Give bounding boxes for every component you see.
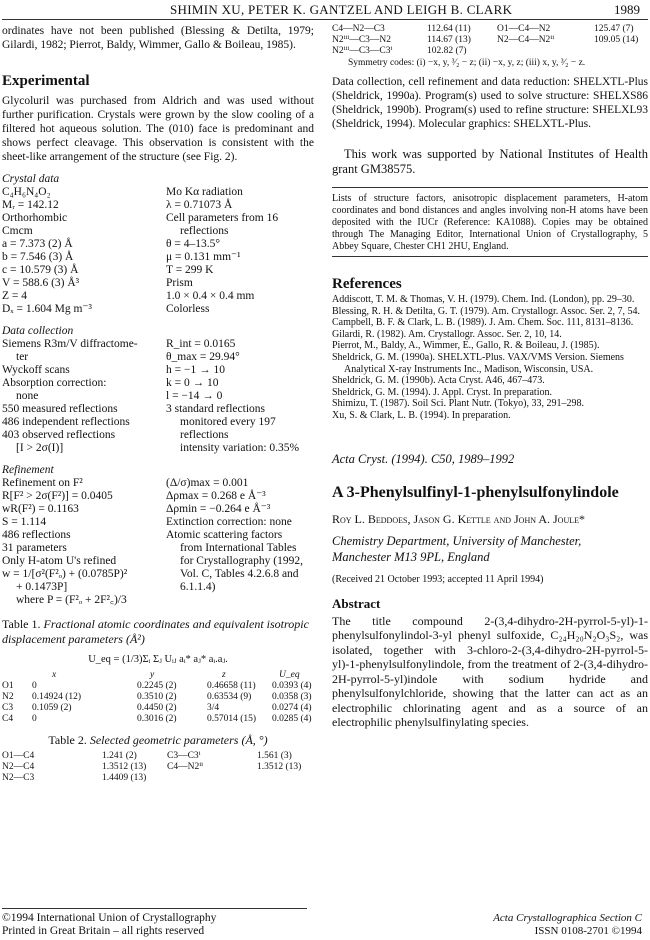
- experimental-heading: Experimental: [2, 73, 90, 89]
- param-left: Wyckoff scans: [2, 364, 70, 376]
- data-collection-row: [2, 338, 314, 351]
- param-right: 6.1.1.4): [180, 581, 216, 593]
- crystal-data-row: [2, 225, 314, 238]
- table2-label: Table 2.: [48, 733, 87, 747]
- table1-caption-text: Fractional atomic coordinates and equivalent isotropic displacement parameters (Å²): [2, 617, 309, 646]
- reference-item: Campbell, B. F. & Clark, L. B. (1989). J. Am. Chem. Soc. 111, 8131–8136.: [332, 317, 634, 329]
- table1-label: Table 1.: [2, 617, 41, 631]
- page-number: 1989: [614, 2, 640, 17]
- table1: [2, 670, 314, 725]
- printed-line: Printed in Great Britain – all rights reserved: [2, 925, 205, 937]
- journal-section: Acta Crystallographica Section C: [493, 912, 642, 924]
- param-right: Δρmin = −0.264 e Å⁻³: [166, 503, 271, 515]
- param-right: Atomic scattering factors: [166, 529, 283, 541]
- table1-caption: [2, 617, 314, 647]
- table1-cell: 0.3016 (2): [137, 714, 177, 724]
- param-left: V = 588.6 (3) Å³: [2, 277, 80, 289]
- crystal-data-row: [2, 238, 314, 251]
- running-header: [0, 2, 650, 20]
- param-left: Orthorhombic: [2, 212, 68, 224]
- param-left: 31 parameters: [2, 542, 67, 554]
- param-right: Extinction correction: none: [166, 516, 292, 528]
- support-text: This work was supported by National Institutes of Health grant GM38575.: [332, 147, 648, 176]
- reference-item: Gilardi, R. (1982). Am. Crystallogr. Assoc. Ser. 2, 10, 14.: [332, 328, 562, 340]
- data-collection-heading: Data collection: [2, 325, 74, 337]
- param-left: S = 1.114: [2, 516, 47, 528]
- left-column: [2, 24, 314, 784]
- param-left: c = 10.579 (3) Å: [2, 264, 79, 276]
- table1-cell: 0.63534 (9): [207, 692, 252, 702]
- data-collection-row: [2, 429, 314, 442]
- param-left: Cmcm: [2, 225, 33, 237]
- crystal-data-row: [2, 277, 314, 290]
- param-left: Absorption correction:: [2, 377, 107, 389]
- affiliation-line: Manchester M13 9PL, England: [332, 549, 490, 564]
- table1-cell: 0.0393 (4): [272, 681, 312, 691]
- crystal-data-row: [2, 303, 314, 316]
- data-collection-row: [2, 403, 314, 416]
- reference-item: Sheldrick, G. M. (1990b). Acta Cryst. A46, 467–473.: [332, 375, 545, 387]
- article-title: A 3-Phenylsulfinyl-1-phenylsulfonylindole: [332, 483, 619, 501]
- param-right: from International Tables: [180, 542, 297, 554]
- crystal-data-row: [2, 186, 314, 199]
- table1-cell: 0: [32, 681, 37, 691]
- table2-cell: C3—C3ⁱ: [167, 751, 201, 761]
- param-left: R[F² > 2σ(F²)] = 0.0405: [2, 490, 113, 502]
- param-right: Cell parameters from 16: [166, 212, 279, 224]
- table1-cell: 0.0285 (4): [272, 714, 312, 724]
- param-left: 486 reflections: [2, 529, 71, 541]
- param-left: ter: [16, 351, 29, 363]
- table2-cell: O1—C4: [2, 751, 35, 761]
- table1-row: [2, 714, 314, 725]
- table1-row: [2, 692, 314, 703]
- refinement-row: [2, 594, 314, 607]
- param-left: Refinement on F²: [2, 477, 83, 489]
- table1-cell: 0.57014 (15): [207, 714, 257, 724]
- table1-cell: 0.3510 (2): [137, 692, 177, 702]
- table2-cell: N2ⁱⁱⁱ—C3—C3ⁱ: [332, 46, 393, 56]
- table2-cell: N2—C4—N2ⁱⁱ: [497, 35, 555, 45]
- table2-caption: [2, 733, 314, 747]
- reference-item: Xu, S. & Clark, L. B. (1994). In preparation.: [332, 409, 511, 421]
- crystal-data-row: [2, 212, 314, 225]
- param-left: where P = (F²ₒ + 2F²꜀)/3: [16, 594, 127, 606]
- footer-right: [493, 912, 642, 938]
- param-left: b = 7.546 (3) Å: [2, 251, 74, 263]
- table2-cell: 125.47 (7): [594, 24, 634, 34]
- table2-continued: [332, 24, 648, 57]
- crystal-data-row: [2, 251, 314, 264]
- refinement-row: [2, 542, 314, 555]
- data-collection-row: [2, 364, 314, 377]
- param-right: for Crystallography (1992,: [180, 555, 303, 567]
- right-column: [332, 24, 648, 730]
- software-text: Data collection, cell refinement and data reduction: SHELXTL-Plus (Sheldrick, 1990a). Program(s) used to solve structure: SHELXS86 (Sheldrick, 1990b). Program(s) used to refine structure: SHELXL93 (Sheldrick, 1994). Molecular graphics: SHELXTL-Plus.: [332, 76, 648, 130]
- table2-cell: C4—N2ⁱⁱ: [167, 762, 204, 772]
- table1-cell: 0.0274 (4): [272, 703, 312, 713]
- abstract-heading: Abstract: [332, 595, 381, 611]
- deposit-text: Lists of structure factors, anisotropic displacement parameters, H-atom coordinates and bond distances and angles involving non-H atoms have been deposited with the IUCr (Reference: KA1088). Copies may be obtained through The Managing Editor, International Union of Crystallography, 5 Abbey Square, Chester CH1 2HU, England.: [332, 193, 648, 252]
- crystal-data-row: [2, 199, 314, 212]
- table2-cell: N2—C3: [2, 773, 35, 783]
- data-collection-row: [2, 442, 314, 455]
- table1-cell: 0.14924 (12): [32, 692, 82, 702]
- refinement-row: [2, 516, 314, 529]
- table1-header-row: [2, 670, 314, 681]
- param-left: Mᵣ = 142.12: [2, 199, 59, 211]
- param-left: Dₓ = 1.604 Mg m⁻³: [2, 303, 92, 315]
- param-right: Mo Kα radiation: [166, 186, 243, 198]
- table1-cell: C3: [2, 703, 14, 713]
- param-right: reflections: [180, 429, 229, 441]
- table1-header: U_eq: [279, 670, 300, 680]
- data-collection-row: [2, 351, 314, 364]
- param-left: Z = 4: [2, 290, 28, 302]
- table1-cell: 0: [32, 714, 37, 724]
- reference-item: Sheldrick, G. M. (1990a). SHELXTL-Plus. VAX/VMS Version. Siemens Analytical X-ray Instruments Inc., Madison, Wisconsin, USA.: [332, 351, 624, 375]
- table2-row: [332, 35, 648, 46]
- table2-cell: N2ⁱⁱⁱ—C3—N2: [332, 35, 392, 45]
- table1-cell: N2: [2, 692, 14, 702]
- table2-cell: 102.82 (7): [427, 46, 467, 56]
- table2-cell: 112.64 (11): [427, 24, 471, 34]
- refinement-heading: Refinement: [2, 464, 54, 476]
- param-left: a = 7.373 (2) Å: [2, 238, 73, 250]
- table2-row: [332, 46, 648, 57]
- table2-row: [332, 24, 648, 35]
- param-left: [I > 2σ(I)]: [16, 442, 64, 454]
- param-left: 550 measured reflections: [2, 403, 118, 415]
- article-citation: Acta Cryst. (1994). C50, 1989–1992: [332, 451, 515, 466]
- table2-row: [2, 773, 314, 784]
- data-collection-row: [2, 377, 314, 390]
- param-left: + 0.1473P]: [16, 581, 68, 593]
- refinement-row: [2, 503, 314, 516]
- affiliation: [332, 533, 648, 565]
- received-dates: (Received 21 October 1993; accepted 11 April 1994): [332, 573, 544, 585]
- param-right: R_int = 0.0165: [166, 338, 236, 350]
- table2-row: [2, 751, 314, 762]
- table2-cell: 114.67 (13): [427, 35, 471, 45]
- table2-cell: O1—C4—N2: [497, 24, 551, 34]
- table1-header: z: [222, 670, 226, 680]
- param-left: none: [16, 390, 39, 402]
- copyright-line: ©1994 International Union of Crystallography: [2, 912, 217, 924]
- reference-item: Blessing, R. H. & Detilta, G. T. (1979). Am. Crystallogr. Assoc. Ser. 2, 7, 54.: [332, 305, 640, 317]
- table1-cell: 0.0358 (3): [272, 692, 312, 702]
- table1-cell: 0.2245 (2): [137, 681, 177, 691]
- deposit-rule-bottom: [332, 256, 648, 257]
- param-right: monitored every 197: [180, 416, 276, 428]
- param-right: Prism: [166, 277, 193, 289]
- param-right: Colorless: [166, 303, 210, 315]
- table2-cell: 1.241 (2): [102, 751, 137, 761]
- crystal-data-row: [2, 264, 314, 277]
- param-left: wR(F²) = 0.1163: [2, 503, 79, 515]
- data-collection-row: [2, 390, 314, 403]
- table1-row: [2, 681, 314, 692]
- table1-cell: 0.4450 (2): [137, 703, 177, 713]
- param-left: C₄H₆N₄O₂: [2, 186, 51, 198]
- table2-row: [2, 762, 314, 773]
- deposit-rule: [332, 187, 648, 188]
- experimental-text: Glycoluril was purchased from Aldrich and was used without further purification. Crystals were grown by the slow cooling of a filtered hot aqueous solution. The (010) face is predominant and shows perfect cleavage. This observation is consistent with the sheet-like arrangement of the structure (see Fig. 2).: [2, 95, 314, 163]
- table1-cell: 0.46658 (11): [207, 681, 256, 691]
- table1-cell: C4: [2, 714, 14, 724]
- param-right: reflections: [180, 225, 229, 237]
- crystal-data-list: [2, 186, 314, 316]
- param-right: T = 299 K: [166, 264, 214, 276]
- table2-cell: 109.05 (14): [594, 35, 639, 45]
- refinement-row: [2, 477, 314, 490]
- refinement-row: [2, 581, 314, 594]
- param-right: (Δ/σ)max = 0.001: [166, 477, 249, 489]
- intro-text: ordinates have not been published (Blessing & Detilta, 1979; Gilardi, 1982; Pierrot, Baldy, Wimmer, Gallo & Boileau, 1985).: [2, 25, 314, 51]
- table1-header: y: [150, 670, 155, 680]
- refinement-list: [2, 477, 314, 607]
- issn-line: ISSN 0108-2701 ©1994: [534, 925, 642, 937]
- article-authors: Roy L. Beddoes, Jason G. Kettle and John A. Joule*: [332, 511, 585, 526]
- table1-header: x: [52, 670, 57, 680]
- symmetry-codes: Symmetry codes: (i) −x, y, ³⁄₂ − z; (ii) −x, y, z; (iii) x, y, ³⁄₂ − z.: [348, 58, 586, 68]
- references-heading: References: [332, 276, 402, 292]
- data-collection-row: [2, 416, 314, 429]
- table2-cell: N2—C4: [2, 762, 35, 772]
- header-rule: [2, 19, 648, 20]
- table1-row: [2, 703, 314, 714]
- table2-cell: 1.3512 (13): [257, 762, 302, 772]
- refinement-row: [2, 555, 314, 568]
- param-right: Δρmax = 0.268 e Å⁻³: [166, 490, 266, 502]
- abstract-text: The title compound 2-(3,4-dihydro-2H-pyrrol-5-yl)-1-phenylsulfonylindol-3-yl phenyl sulfoxide, C₂₄H₂₀N₂O₃S₂, was isolated, together with 3-chloro-2-(3,4-dihydro-2H-pyrrol-5-yl)-1-phenylsulfonylindole, from the treatment of 2-(3,4-dihydro-2H-pyrrol-5-yl)indole with sodium hydride and phenylsulfonylchloride, showing that the latter can act as an electrophilic chlorinating agent and as a source of an electrophilic phenylsulfinylating species.: [332, 613, 648, 730]
- table2: [2, 751, 314, 784]
- affiliation-line: Chemistry Department, University of Manchester,: [332, 533, 582, 548]
- param-right: 1.0 × 0.4 × 0.4 mm: [166, 290, 255, 302]
- refinement-row: [2, 529, 314, 542]
- table2-cell: 1.561 (3): [257, 751, 292, 761]
- table2-cell: 1.4409 (13): [102, 773, 147, 783]
- param-right: θ = 4–13.5°: [166, 238, 220, 250]
- references-list: [332, 294, 648, 422]
- table1-cell: O1: [2, 681, 14, 691]
- refinement-row: [2, 490, 314, 503]
- reference-item: Shimizu, T. (1987). Soil Sci. Plant Nutr. (Tokyo), 33, 291–298.: [332, 398, 584, 410]
- refinement-row: [2, 568, 314, 581]
- param-right: 3 standard reflections: [166, 403, 265, 415]
- param-left: w = 1/[σ²(F²ₒ) + (0.0785P)²: [2, 568, 128, 580]
- reference-item: Pierrot, M., Baldy, A., Wimmer, E., Gallo, R. & Boileau, J. (1985).: [332, 340, 600, 352]
- crystal-data-heading: Crystal data: [2, 173, 60, 185]
- reference-item: Sheldrick, G. M. (1994). J. Appl. Cryst. In preparation.: [332, 386, 552, 398]
- running-title: SHIMIN XU, PETER K. GANTZEL AND LEIGH B. CLARK: [170, 2, 513, 17]
- table2-cell: C4—N2—C3: [332, 24, 385, 34]
- param-right: μ = 0.131 mm⁻¹: [166, 251, 241, 263]
- param-left: Siemens R3m/V diffractome-: [2, 338, 138, 350]
- table2-caption-text: Selected geometric parameters (Å, °): [89, 733, 268, 747]
- param-right: k = 0 → 10: [166, 377, 219, 389]
- table1-cell: 3/4: [207, 703, 220, 713]
- reference-item: Addiscott, T. M. & Thomas, V. H. (1979). Chem. Ind. (London), pp. 29–30.: [332, 294, 635, 305]
- param-left: 486 independent reflections: [2, 416, 130, 428]
- param-right: l = −14 → 0: [166, 390, 223, 402]
- param-right: intensity variation: 0.35%: [180, 442, 300, 454]
- data-collection-list: [2, 338, 314, 455]
- footer-rule: [2, 908, 307, 909]
- table1-cell: 0.1059 (2): [32, 703, 72, 713]
- param-right: θ_max = 29.94°: [166, 351, 240, 363]
- param-left: Only H-atom U's refined: [2, 555, 117, 567]
- table2-cell: 1.3512 (13): [102, 762, 147, 772]
- param-right: Vol. C, Tables 4.2.6.8 and: [180, 568, 299, 580]
- table1-formula: U_eq = (1/3)Σᵢ Σⱼ Uᵢⱼ aᵢ* aⱼ* aᵢ.aⱼ.: [88, 654, 228, 665]
- crystal-data-row: [2, 290, 314, 303]
- param-right: h = −1 → 10: [166, 364, 225, 376]
- param-left: 403 observed reflections: [2, 429, 116, 441]
- footer-left: [2, 912, 216, 938]
- param-right: λ = 0.71073 Å: [166, 199, 233, 211]
